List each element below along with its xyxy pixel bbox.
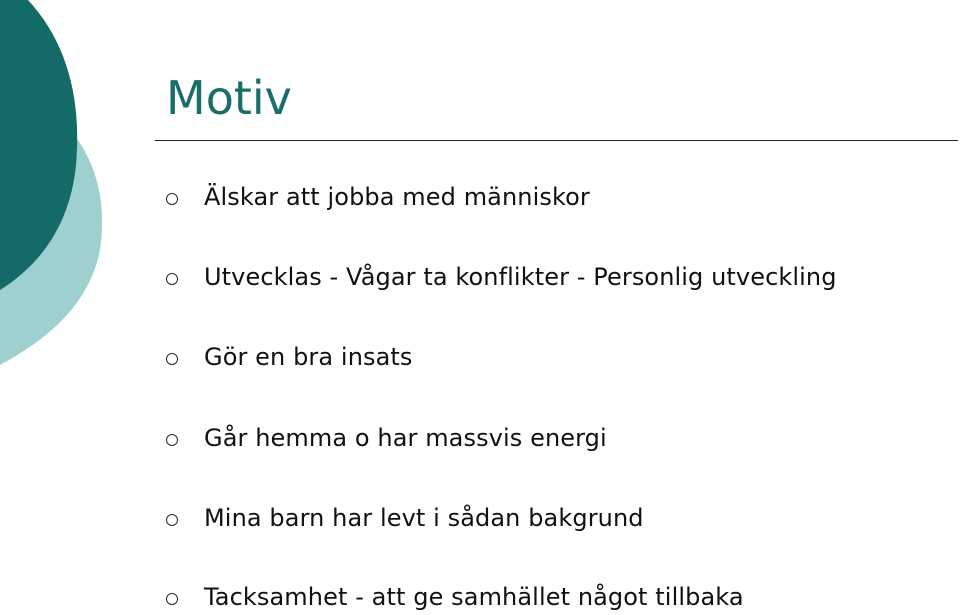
bullet-text: Går hemma o har massvis energi	[204, 424, 607, 452]
bullet-text: Gör en bra insats	[204, 343, 413, 371]
bullet-item-4	[166, 420, 946, 456]
bullet-item-1	[166, 179, 946, 215]
circle-outline-icon	[166, 434, 178, 446]
bullet-item-5	[166, 500, 946, 536]
circle-outline-icon	[166, 193, 178, 205]
bullet-text: Utvecklas - Vågar ta konflikter - Personlig utveckling	[204, 263, 837, 291]
bullet-item-3	[166, 339, 946, 375]
slide-title: Motiv	[166, 71, 292, 125]
title-divider	[155, 140, 958, 141]
decorative-shapes	[0, 0, 120, 380]
bullet-item-6	[166, 579, 946, 615]
circle-outline-icon	[166, 353, 178, 365]
circle-outline-icon	[166, 593, 178, 605]
bullet-text: Älskar att jobba med människor	[204, 183, 590, 211]
bullet-text: Tacksamhet - att ge samhället något tillbaka	[204, 583, 744, 611]
circle-outline-icon	[166, 514, 178, 526]
circle-outline-icon	[166, 273, 178, 285]
bullet-text: Mina barn har levt i sådan bakgrund	[204, 504, 644, 532]
bullet-item-2	[166, 259, 946, 295]
